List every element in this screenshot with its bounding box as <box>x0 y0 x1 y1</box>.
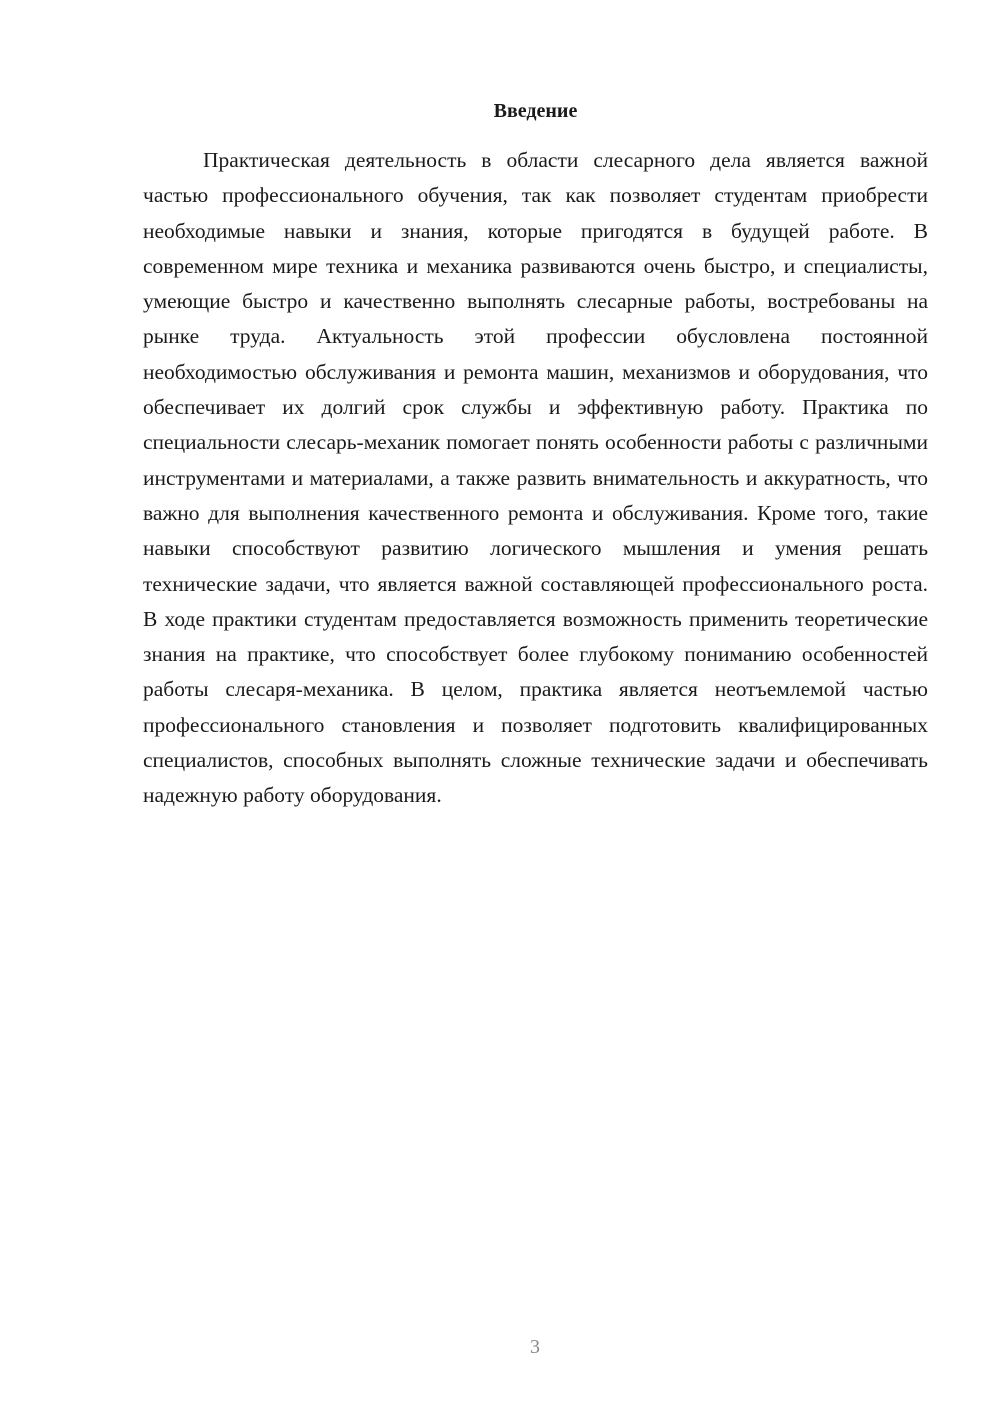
section-title: Введение <box>493 100 578 122</box>
page-number: 3 <box>530 1336 540 1358</box>
introduction-paragraph: Практическая деятельность в области слесарного дела является важной частью профессионального обучения, так как позволяет студентам приобрести необходимые навыки и знания, которые пригодятся в будущей работе. В современном мире техника и механика развиваются очень быстро, и специалисты, умеющие быстро и качественно выполнять слесарные работы, востребованы на рынке труда. Актуальность этой профессии обусловлена постоянной необходимостью обслуживания и ремонта машин, механизмов и оборудования, что обеспечивает их долгий срок службы и эффективную работу. Практика по специальности слесарь-механик помогает понять особенности работы с различными инструментами и материалами, а также развить внимательность и аккуратность, что важно для выполнения качественного ремонта и обслуживания. Кроме того, такие навыки способствуют развитию логического мышления и умения решать технические задачи, что является важной составляющей профессионального роста. В ходе практики студентам предоставляется возможность применить теоретические знания на практике, что способствует более глубокому пониманию особенностей работы слесаря-механика. В целом, практика является неотъемлемой частью профессионального становления и позволяет подготовить квалифицированных специалистов, способных выполнять сложные технические задачи и обеспечивать надежную работу оборудования. <box>143 148 928 808</box>
